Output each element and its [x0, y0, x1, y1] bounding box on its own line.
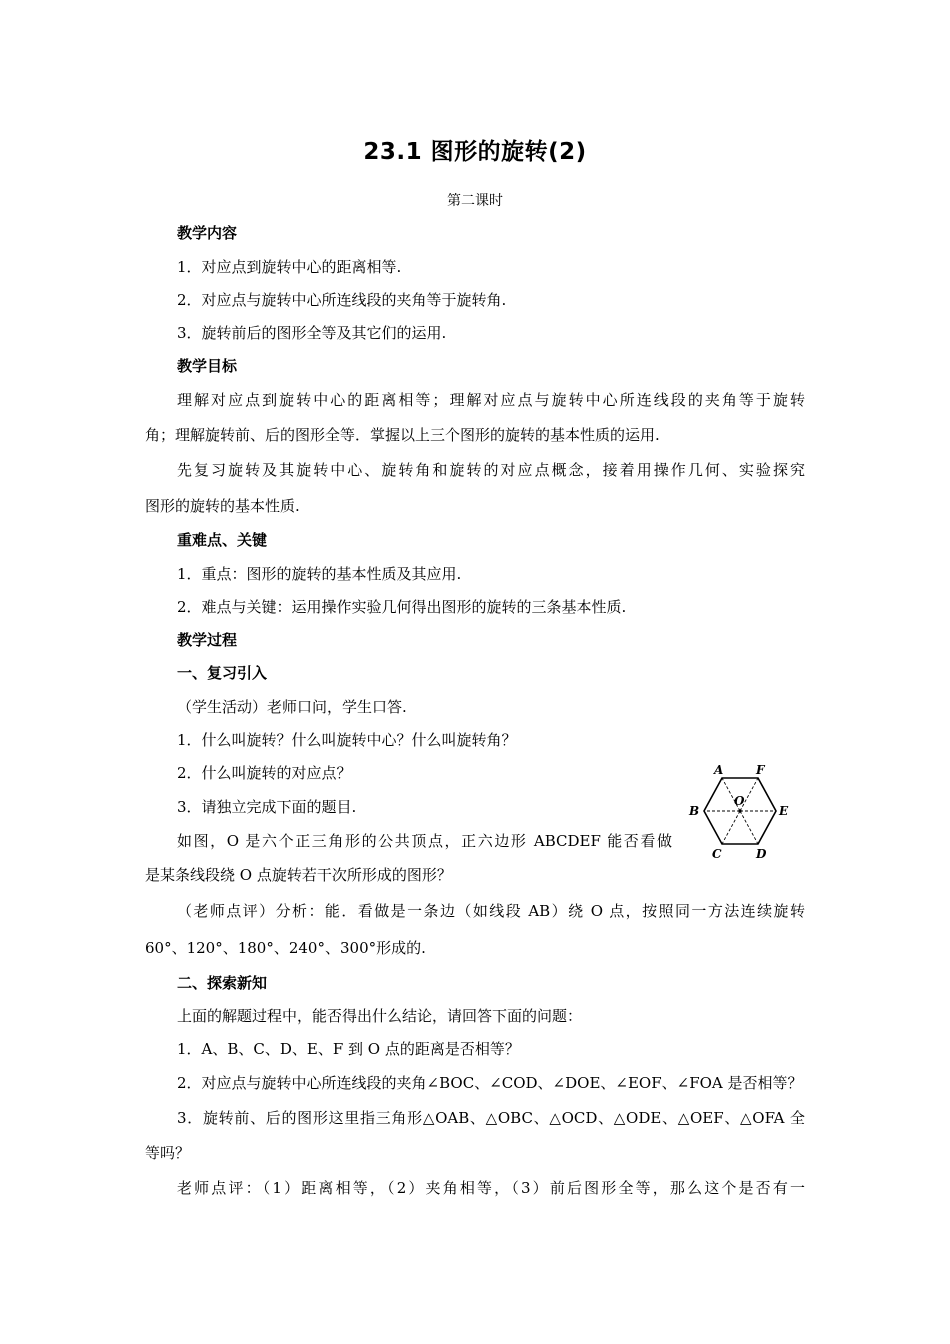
answer-line-2: 60°、120°、180°、240°、300°形成的.	[145, 939, 426, 957]
label-d: D	[756, 847, 767, 861]
question-3-line-1: 3．旋转前、后的图形这里指三角形△OAB、△OBC、△OCD、△ODE、△OEF、△OFA 全	[177, 1109, 805, 1127]
section-heading-key: 重难点、关键	[177, 531, 268, 549]
section-heading-content: 教学内容	[177, 224, 238, 242]
label-a: A	[714, 763, 724, 777]
center-point	[738, 809, 741, 812]
review-line-4: 3．请独立完成下面的题目.	[177, 798, 357, 816]
question-3-line-2: 等吗？	[145, 1144, 191, 1162]
key-item-1: 1．重点：图形的旋转的基本性质及其应用.	[177, 565, 462, 583]
goal-paragraph-2-line-1: 先复习旋转及其旋转中心、旋转角和旋转的对应点概念，接着用操作几何、实验探究	[177, 461, 805, 479]
goal-paragraph-2-line-2: 图形的旋转的基本性质.	[145, 497, 300, 515]
page-subtitle: 第二课时	[447, 193, 503, 209]
spoke-od	[740, 811, 758, 844]
section-heading-goal: 教学目标	[177, 357, 238, 375]
explore-line-3: 2．对应点与旋转中心所连线段的夹角∠BOC、∠COD、∠DOE、∠EOF、∠FOA 是否相等？	[177, 1074, 803, 1092]
section-heading-review: 一、复习引入	[177, 664, 268, 682]
label-c: C	[712, 847, 722, 861]
label-f: F	[756, 763, 765, 777]
explore-line-2: 1．A、B、C、D、E、F 到 O 点的距离是否相等？	[177, 1040, 520, 1058]
content-item-1: 1．对应点到旋转中心的距离相等.	[177, 258, 402, 276]
goal-paragraph-1-line-1: 理解对应点到旋转中心的距离相等；理解对应点与旋转中心所连线段的夹角等于旋转	[177, 391, 805, 409]
section-heading-explore: 二、探索新知	[177, 974, 268, 992]
review-line-1: （学生活动）老师口问，学生口答.	[177, 698, 407, 716]
spoke-oc	[722, 811, 740, 844]
question-line-1: 如图，O 是六个正三角形的公共顶点，正六边形 ABCDEF 能否看做	[177, 832, 672, 850]
answer-line-1: （老师点评）分析：能．看做是一条边（如线段 AB）绕 O 点，按照同一方法连续旋转	[177, 902, 805, 920]
hexagon-figure	[680, 760, 800, 865]
label-b: B	[689, 804, 700, 818]
question-line-2: 是某条线段绕 O 点旋转若干次所形成的图形？	[145, 866, 452, 884]
review-line-2: 1．什么叫旋转？什么叫旋转中心？什么叫旋转角？	[177, 731, 517, 749]
goal-paragraph-1-line-2: 角；理解旋转前、后的图形全等．掌握以上三个图形的旋转的基本性质的运用.	[145, 426, 660, 444]
teacher-comment-line: 老师点评：（1）距离相等，（2）夹角相等，（3）前后图形全等，那么这个是否有一	[177, 1179, 805, 1197]
review-line-3: 2．什么叫旋转的对应点？	[177, 764, 352, 782]
label-e: E	[779, 804, 789, 818]
section-heading-process: 教学过程	[177, 631, 238, 649]
label-o: O	[734, 794, 745, 808]
content-item-3: 3．旋转前后的图形全等及其它们的运用.	[177, 324, 447, 342]
page-title: 23.1 图形的旋转(2)	[363, 139, 587, 165]
content-item-2: 2．对应点与旋转中心所连线段的夹角等于旋转角.	[177, 291, 507, 309]
explore-line-1: 上面的解题过程中，能否得出什么结论，请回答下面的问题：	[177, 1007, 583, 1025]
key-item-2: 2．难点与关键：运用操作实验几何得出图形的旋转的三条基本性质.	[177, 598, 627, 616]
